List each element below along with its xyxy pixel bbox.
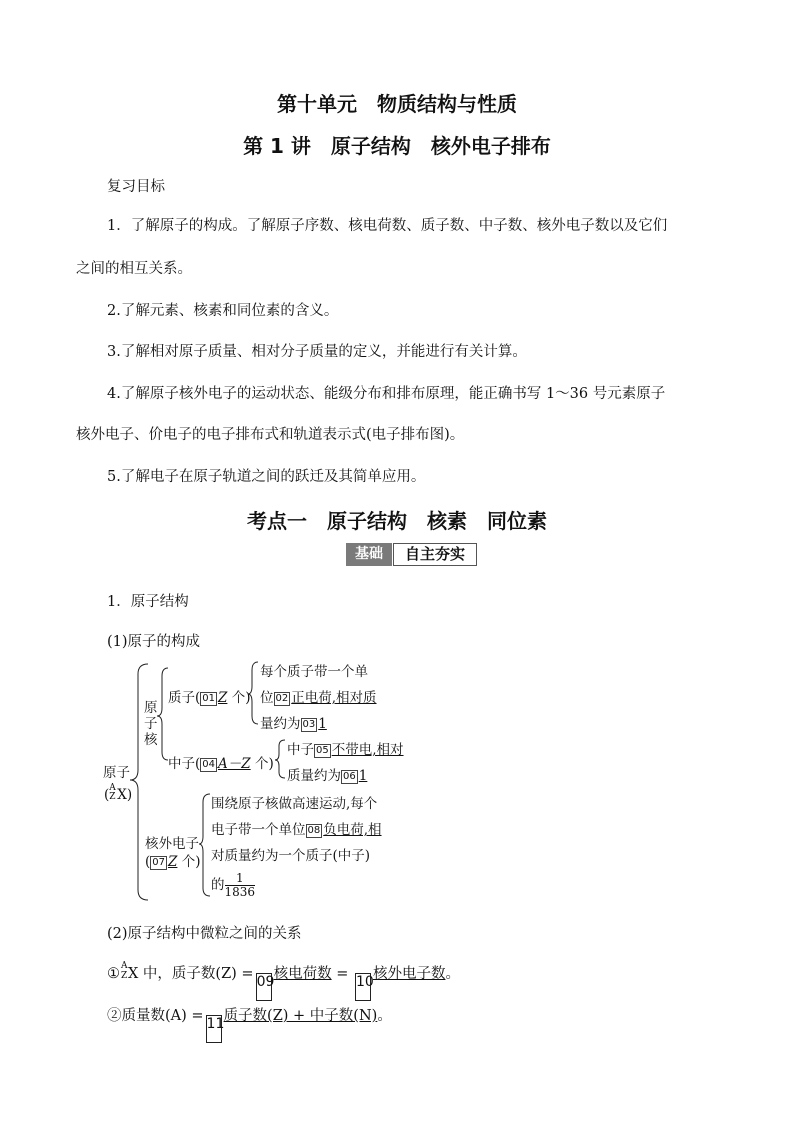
answer-box-11: 11 [206,1015,222,1043]
electron-desc-line: 对质量约为一个质子(中子) [211,848,371,864]
subsection-atom-composition: (1)原子的构成 [107,634,201,650]
electron-desc-line: 电子带一个单位 08 负电荷,相 [211,822,382,838]
proton-label: 质子( 01 Z 个) [168,690,251,706]
atom-symbol: ( A Z X) [104,783,133,803]
badge-basic: 基础 [346,543,392,566]
badge-self-study: 自主夯实 [393,543,477,566]
objective-line: 3.了解相对原子质量、相对分子质量的定义，并能进行有关计算。 [107,344,527,360]
neutron-desc-line: 中子 05 不带电,相对 [287,742,404,758]
unit-title: 第十单元 物质结构与性质 [277,92,517,116]
relation-2: ②质量数(A) = 11质子数(Z) + 中子数(N)。 [107,1004,392,1043]
objective-line: 1．了解原子的构成。了解原子序数、核电荷数、质子数、中子数、核外电子数以及它们 [107,218,668,234]
neutron-label: 中子( 04 A－Z 个) [168,756,274,772]
proton-desc-line: 量约为 03 1 [260,716,327,732]
objective-line: 5.了解电子在原子轨道之间的跃迁及其简单应用。 [107,469,426,485]
objective-line: 之间的相互关系。 [76,261,192,277]
subsection-atom-structure: 1．原子结构 [107,594,189,610]
section-title: 考点一 原子结构 核素 同位素 [247,509,547,533]
atom-label: 原子 [103,765,130,781]
answer-box-10: 10 [355,973,371,1001]
neutron-desc-line: 质量约为 06 1 [287,768,368,784]
electron-desc-line: 的 $\frac{1}{1836}$ [211,871,256,899]
nucleus-char: 原 [144,700,158,716]
objectives-heading: 复习目标 [107,179,165,195]
relation-1: ① A Z X 中，质子数(Z) = 09核电荷数 = 10核外电子数。 [107,962,460,1001]
nucleus-char: 核 [144,732,158,748]
electron-count: ( 07 Z 个) [145,854,201,870]
electron-desc-line: 围绕原子核做高速运动,每个 [211,796,378,812]
electron-label: 核外电子 [145,836,199,852]
lecture-title: 第 1 讲 原子结构 核外电子排布 [243,134,551,158]
subsection-particle-relations: (2)原子结构中微粒之间的关系 [107,926,302,942]
objective-line: 2.了解元素、核素和同位素的含义。 [107,303,339,319]
objective-line: 核外电子、价电子的电子排布式和轨道表示式(电子排布图)。 [76,427,465,443]
answer-box-09: 09 [256,973,272,1001]
proton-desc-line: 位 02 正电荷,相对质 [260,690,377,706]
objective-line: 4.了解原子核外电子的运动状态、能级分布和排布原理，能正确书写 1～36 号元素原子 [107,386,666,402]
nucleus-char: 子 [144,716,158,732]
proton-desc-line: 每个质子带一个单 [260,664,368,680]
fraction-1-1836: $\frac{1}{1836}$ [224,871,256,899]
